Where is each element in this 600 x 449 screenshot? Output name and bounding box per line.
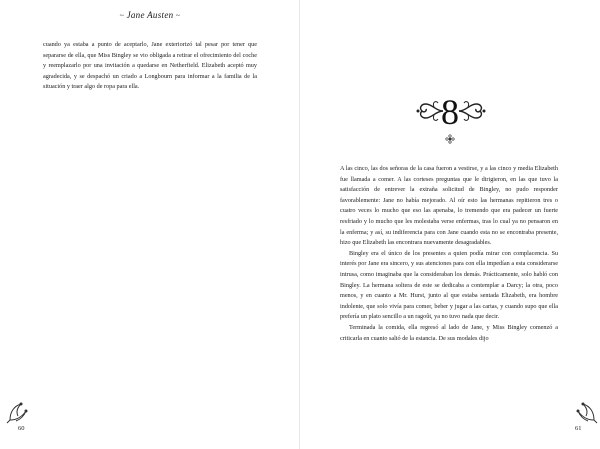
right-page bbox=[300, 0, 600, 449]
running-head bbox=[0, 10, 300, 20]
paragraph: Terminada la comida, ella regresó al lado de Jane, y Miss Bingley comenzó a criticarla en cuanto salió de la estancia. De sus modales dijo bbox=[340, 323, 558, 342]
chapter-heading bbox=[300, 92, 600, 136]
chapter-number: 8 bbox=[441, 92, 459, 132]
flower-ornament-icon bbox=[445, 134, 455, 144]
left-page-text bbox=[43, 40, 257, 93]
running-head-flourish-left: ~ bbox=[119, 11, 127, 20]
paragraph: cuando ya estaba a punto de aceptarlo, Jane exteriorizó tal pesar por tener que separarse de ella, que Miss Bingley se vio obligada a retirar el ofrecimiento del coche y reemplazarlo por una invitación a quedarse en Netherfield. Elizabeth aceptó muy agradecida, y se despachó un criado a Longbourn para informar a la familia de la situación y traer algo de ropa para ella. bbox=[43, 41, 257, 91]
paragraph: Bingley era el único de los presentes a quien podía mirar con complacencia. Su interés por Jane era sincero, y sus atenciones para con ella impedían a esta considerarse intrusa, como imaginaba que la consideraban los demás. Prácticamente, solo habló con Bingley. La hermana soltera de este se dedicaba a contemplar a Darcy; la otra, poco menos, y en cuanto a Mr. Hurst, junto al que estaba sentada Elizabeth, era hombre indolente, que solo vivía para comer, beber y jugar a las cartas, y cuando supo que ella prefería un plato sencillo a un ragoût, ya no tuvo nada que decir. bbox=[340, 249, 558, 321]
running-head-title: Jane Austen bbox=[126, 10, 174, 20]
page-number-right: 61 bbox=[575, 425, 582, 432]
right-page-text bbox=[340, 164, 558, 344]
chapter-ornament-right-icon bbox=[458, 98, 486, 124]
paragraph: A las cinco, las dos señoras de la casa fueron a vestirse, y a las cinco y media Elizabeth fue llamada a comer. A las corteses preguntas que le dirigieron, en las que tuvo la satisfacción de entrever la extraña solicitud de Bingley, no pudo responder favorablemente: Jane no había mejorado. Al oír esto las hermanas repitieron tres o cuatro veces lo mucho que eso las apenaba, lo tremendo que era padecer un fuerte resfriado y lo mucho que les molestaba verse enfermas, tras lo cual ya no pensaron en la enferma; y así, su indiferencia para con Jane cuando esta no se encontraba presente, hizo que Elizabeth las encontrara nuevamente desagradables. bbox=[340, 165, 558, 247]
corner-ornament-left-icon bbox=[6, 398, 36, 424]
corner-ornament-right-icon bbox=[568, 398, 598, 424]
running-head-flourish-right: ~ bbox=[173, 11, 181, 20]
page-number-left: 60 bbox=[18, 425, 25, 432]
